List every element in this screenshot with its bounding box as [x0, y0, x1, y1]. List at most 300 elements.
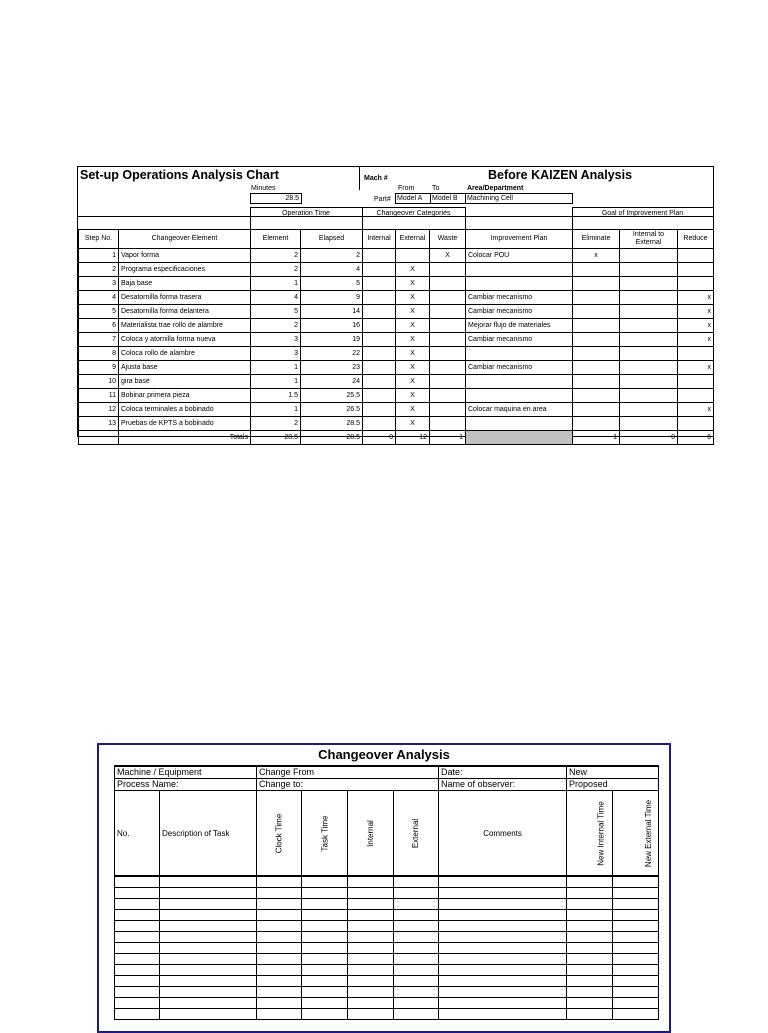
cell-reduce: [678, 277, 714, 291]
blank-cell[interactable]: [302, 987, 348, 998]
total-elapsed: 28.5: [301, 431, 363, 445]
col-task-time-cell: [302, 791, 348, 877]
cell-internal: [363, 375, 396, 389]
cell-reduce: [678, 417, 714, 431]
col-new-internal-time: New Internal Time: [596, 800, 606, 866]
cell-time: 2: [251, 249, 301, 263]
machine-equipment-label: Machine / Equipment: [115, 766, 257, 779]
blank-cell[interactable]: [115, 987, 160, 998]
blank-cell[interactable]: [160, 976, 257, 987]
cell-external: X: [396, 361, 430, 375]
cell-internal: [363, 319, 396, 333]
blank-cell[interactable]: [160, 899, 257, 910]
blank-cell[interactable]: [115, 921, 160, 932]
blank-cell[interactable]: [613, 998, 659, 1009]
cell-eliminate: [573, 263, 620, 277]
cell-reduce: x: [678, 361, 714, 375]
total-eliminate: 1: [573, 431, 620, 445]
cell-reduce: [678, 347, 714, 361]
blank-cell[interactable]: [567, 932, 613, 943]
totals-row: [79, 431, 714, 445]
cell-waste: [430, 263, 466, 277]
blank-cell[interactable]: [302, 943, 348, 954]
cell-eliminate: [573, 333, 620, 347]
cell-plan: [466, 263, 573, 277]
blank-cell[interactable]: [348, 876, 394, 888]
cell-elapsed: 5: [301, 277, 363, 291]
cell-eliminate: [573, 347, 620, 361]
blank-cell[interactable]: [348, 910, 394, 921]
table-row: [79, 291, 714, 305]
blank-cell[interactable]: [257, 965, 302, 976]
blank-cell[interactable]: [348, 954, 394, 965]
blank-cell[interactable]: [613, 954, 659, 965]
blank-cell[interactable]: [302, 976, 348, 987]
cell-reduce: [678, 249, 714, 263]
blank-cell[interactable]: [613, 876, 659, 888]
cell-element: Desatornilla forma delantera: [119, 305, 251, 319]
cell-internal: [363, 333, 396, 347]
cell-step: 6: [79, 319, 119, 333]
chart-subtitle: Before KAIZEN Analysis: [488, 168, 633, 182]
cell-internal: [363, 249, 396, 263]
blank-cell[interactable]: [302, 899, 348, 910]
cell-int-to-ext: [620, 403, 678, 417]
blank-cell[interactable]: [439, 954, 567, 965]
cell-eliminate: x: [573, 249, 620, 263]
blank-row: [115, 987, 659, 998]
table-row: [79, 403, 714, 417]
column-header-row: [115, 791, 659, 877]
cell-waste: [430, 319, 466, 333]
group-goal: Goal of Improvement Plan: [601, 210, 684, 217]
cell-external: X: [396, 291, 430, 305]
blank-cell[interactable]: [348, 921, 394, 932]
blank-row: [115, 932, 659, 943]
setup-operations-analysis-chart: [77, 166, 714, 441]
change-to-label: Change to:: [257, 779, 439, 791]
cell-plan: Cambiar mecanismo: [466, 361, 573, 375]
blank-cell[interactable]: [567, 888, 613, 899]
col-comments: Comments: [439, 791, 567, 877]
blank-cell[interactable]: [439, 888, 567, 899]
blank-cell[interactable]: [302, 932, 348, 943]
cell-external: [396, 249, 430, 263]
col-description: Description of Task: [160, 791, 257, 877]
col-clock-time-cell: [257, 791, 302, 877]
cell-plan: [466, 389, 573, 403]
cell-reduce: x: [678, 333, 714, 347]
cell-plan: Cambiar mecanismo: [466, 333, 573, 347]
total-waste: 1: [430, 431, 466, 445]
blank-cell[interactable]: [257, 998, 302, 1009]
total-time: 28.5: [251, 431, 301, 445]
blank-cell[interactable]: [160, 965, 257, 976]
cell-waste: [430, 417, 466, 431]
blank-cell[interactable]: [439, 998, 567, 1009]
blank-cell[interactable]: [439, 987, 567, 998]
cell-step: 3: [79, 277, 119, 291]
blank-row: [115, 888, 659, 899]
blank-cell[interactable]: [394, 899, 439, 910]
cell-internal: [363, 347, 396, 361]
col-waste: Waste: [430, 230, 466, 249]
table-row: [79, 389, 714, 403]
blank-cell[interactable]: [394, 976, 439, 987]
cell-waste: [430, 361, 466, 375]
cell-external: X: [396, 375, 430, 389]
blank-cell[interactable]: [348, 1009, 394, 1020]
cell-element: Vapor forma: [119, 249, 251, 263]
blank-cell[interactable]: [115, 1009, 160, 1020]
cell-element: Ajusta base: [119, 361, 251, 375]
col-external: External: [396, 230, 430, 249]
cell-plan: Cambiar mecanismo: [466, 291, 573, 305]
cell-reduce: [678, 263, 714, 277]
cell-int-to-ext: [620, 333, 678, 347]
cell-plan: [466, 347, 573, 361]
table-row: [79, 263, 714, 277]
group-changeover-categories: Changeover Categories: [376, 210, 451, 217]
cell-external: X: [396, 277, 430, 291]
blank-cell[interactable]: [257, 932, 302, 943]
group-rule-goal: [572, 207, 713, 208]
blank-cell[interactable]: [115, 932, 160, 943]
blank-cell[interactable]: [160, 987, 257, 998]
blank-cell[interactable]: [348, 899, 394, 910]
blank-cell[interactable]: [257, 954, 302, 965]
blank-cell[interactable]: [613, 976, 659, 987]
cell-internal: [363, 277, 396, 291]
cell-int-to-ext: [620, 305, 678, 319]
table-row: [79, 249, 714, 263]
cell-element: Bobinar primera pieza: [119, 389, 251, 403]
group-operation-time: Operation Time: [282, 210, 330, 217]
blank-cell[interactable]: [613, 932, 659, 943]
cell-plan: [466, 277, 573, 291]
blank-cell[interactable]: [257, 943, 302, 954]
blank-cell[interactable]: [160, 921, 257, 932]
blank-cell[interactable]: [302, 998, 348, 1009]
blank-cell[interactable]: [394, 943, 439, 954]
blank-cell[interactable]: [115, 899, 160, 910]
cell-elapsed: 14: [301, 305, 363, 319]
blank-cell[interactable]: [439, 899, 567, 910]
blank-cell[interactable]: [439, 932, 567, 943]
cell-reduce: [678, 375, 714, 389]
blank-cell[interactable]: [348, 888, 394, 899]
blank-row: [115, 899, 659, 910]
col-no: No.: [115, 791, 160, 877]
blank-cell[interactable]: [160, 932, 257, 943]
change-from-label: Change From: [257, 766, 439, 779]
cell-internal: [363, 291, 396, 305]
from-label: From: [398, 185, 415, 192]
blank-cell[interactable]: [115, 998, 160, 1009]
cell-int-to-ext: [620, 361, 678, 375]
cell-reduce: x: [678, 319, 714, 333]
cell-elapsed: 24: [301, 375, 363, 389]
blank-cell[interactable]: [439, 910, 567, 921]
col-new-external-cell: [613, 791, 659, 877]
blank-cell[interactable]: [439, 976, 567, 987]
blank-cell[interactable]: [115, 910, 160, 921]
col-internal: Internal: [363, 230, 396, 249]
cell-int-to-ext: [620, 319, 678, 333]
cell-time: 1: [251, 375, 301, 389]
blank-cell[interactable]: [439, 943, 567, 954]
col-improvement-plan: Improvement Plan: [466, 230, 573, 249]
col-external-cell: [394, 791, 439, 877]
blank-cell[interactable]: [115, 876, 160, 888]
cell-external: X: [396, 263, 430, 277]
blank-cell[interactable]: [394, 954, 439, 965]
cell-eliminate: [573, 375, 620, 389]
table-row: [79, 305, 714, 319]
blank-cell[interactable]: [257, 921, 302, 932]
cell-waste: [430, 403, 466, 417]
cell-element: Coloca rollo de alambre: [119, 347, 251, 361]
cell-eliminate: [573, 305, 620, 319]
blank-cell[interactable]: [394, 1009, 439, 1020]
blank-cell[interactable]: [613, 899, 659, 910]
divider: [359, 167, 360, 190]
cell-elapsed: 22: [301, 347, 363, 361]
blank-row: [115, 998, 659, 1009]
blank-cell[interactable]: [115, 965, 160, 976]
blank-row: [115, 1009, 659, 1020]
blank-cell[interactable]: [613, 910, 659, 921]
blank-cell[interactable]: [302, 910, 348, 921]
cell-elapsed: 19: [301, 333, 363, 347]
blank-cell[interactable]: [160, 876, 257, 888]
cell-elapsed: 28.5: [301, 417, 363, 431]
cell-external: X: [396, 417, 430, 431]
blank-cell[interactable]: [115, 954, 160, 965]
blank-cell[interactable]: [613, 888, 659, 899]
cell-internal: [363, 305, 396, 319]
total-label: Totals: [119, 431, 251, 445]
info-row: [115, 766, 659, 779]
blank-cell[interactable]: [567, 921, 613, 932]
blank-cell[interactable]: [302, 954, 348, 965]
cell-elapsed: 23: [301, 361, 363, 375]
blank-cell[interactable]: [348, 976, 394, 987]
table-row: [79, 417, 714, 431]
blank-cell[interactable]: [394, 932, 439, 943]
blank-cell[interactable]: [394, 998, 439, 1009]
cell-element: Pruebas de KPTS a bobinado: [119, 417, 251, 431]
cell-external: X: [396, 389, 430, 403]
blank-cell[interactable]: [257, 888, 302, 899]
blank-cell[interactable]: [160, 1009, 257, 1020]
cell-plan: Mejorar flujo de materiales: [466, 319, 573, 333]
col-element-time: Element: [251, 230, 301, 249]
blank-cell[interactable]: [394, 921, 439, 932]
blank-cell[interactable]: [567, 954, 613, 965]
col-external: External: [411, 818, 421, 848]
col-reduce: Reduce: [678, 230, 714, 249]
cell-time: 5: [251, 305, 301, 319]
blank-cell[interactable]: [115, 976, 160, 987]
area-value: Machining Cell: [465, 193, 573, 204]
chart-title: Set-up Operations Analysis Chart: [80, 168, 279, 182]
cell-step: 11: [79, 389, 119, 403]
blank-row: [115, 976, 659, 987]
blank-cell[interactable]: [394, 888, 439, 899]
cell-elapsed: 16: [301, 319, 363, 333]
cell-element: Materialista trae rollo de alambre: [119, 319, 251, 333]
cell-internal: [363, 403, 396, 417]
blank-cell[interactable]: [439, 965, 567, 976]
blank-cell[interactable]: [348, 943, 394, 954]
blank-cell[interactable]: [613, 1009, 659, 1020]
col-new-internal-cell: [567, 791, 613, 877]
blank-cell[interactable]: [160, 998, 257, 1009]
total-internal: 0: [363, 431, 396, 445]
blank-cell[interactable]: [394, 965, 439, 976]
blank-cell[interactable]: [567, 910, 613, 921]
cell-int-to-ext: [620, 389, 678, 403]
cell-step: 8: [79, 347, 119, 361]
cell-elapsed: 25.5: [301, 389, 363, 403]
blank-cell[interactable]: [160, 888, 257, 899]
blank-cell[interactable]: [567, 998, 613, 1009]
blank-cell[interactable]: [257, 899, 302, 910]
blank-cell[interactable]: [160, 910, 257, 921]
blank-cell[interactable]: [613, 921, 659, 932]
cell-plan: [466, 375, 573, 389]
cell-internal: [363, 417, 396, 431]
cell-int-to-ext: [620, 263, 678, 277]
blank-cell[interactable]: [257, 876, 302, 888]
cell-time: 1: [251, 361, 301, 375]
blank-cell[interactable]: [567, 976, 613, 987]
cell-time: 1: [251, 277, 301, 291]
blank-cell[interactable]: [394, 987, 439, 998]
blank-row: [115, 876, 659, 888]
blank-cell[interactable]: [302, 1009, 348, 1020]
blank-cell[interactable]: [160, 954, 257, 965]
cell-waste: [430, 291, 466, 305]
blank-cell[interactable]: [613, 987, 659, 998]
blank-cell[interactable]: [115, 943, 160, 954]
blank-cell[interactable]: [439, 1009, 567, 1020]
cell-internal: [363, 263, 396, 277]
cell-step: 2: [79, 263, 119, 277]
blank-row: [115, 954, 659, 965]
blank-cell[interactable]: [439, 876, 567, 888]
blank-cell[interactable]: [394, 910, 439, 921]
cell-plan: Colocar POU: [466, 249, 573, 263]
cell-elapsed: 9: [301, 291, 363, 305]
date-label: Date:: [439, 766, 567, 779]
col-internal-to-external: Internal to External: [620, 230, 678, 249]
cell-waste: [430, 375, 466, 389]
cell-int-to-ext: [620, 417, 678, 431]
cell-int-to-ext: [620, 249, 678, 263]
blank-cell[interactable]: [257, 976, 302, 987]
part-label: Part#: [374, 196, 391, 203]
cell-waste: [430, 389, 466, 403]
blank-cell[interactable]: [348, 998, 394, 1009]
col-elapsed: Elapsed: [301, 230, 363, 249]
info-row: [115, 779, 659, 791]
blank-cell[interactable]: [567, 899, 613, 910]
divider: [465, 207, 466, 229]
cell-external: X: [396, 403, 430, 417]
blank-cell[interactable]: [394, 876, 439, 888]
cell-step: 7: [79, 333, 119, 347]
blank-row: [115, 943, 659, 954]
cell-step: 5: [79, 305, 119, 319]
cell-external: X: [396, 333, 430, 347]
cell-step: 13: [79, 417, 119, 431]
cell-plan: [466, 417, 573, 431]
blank-cell[interactable]: [567, 876, 613, 888]
changeover-form-table: [114, 765, 659, 1020]
blank-cell[interactable]: [348, 965, 394, 976]
total-int-to-ext: 0: [620, 431, 678, 445]
area-label: Area/Department: [467, 185, 524, 192]
table-header-row: [79, 230, 714, 249]
cell-int-to-ext: [620, 375, 678, 389]
cell-eliminate: [573, 403, 620, 417]
cell-waste: [430, 347, 466, 361]
blank-cell[interactable]: [567, 1009, 613, 1020]
cell-int-to-ext: [620, 291, 678, 305]
blank-cell[interactable]: [613, 943, 659, 954]
cell-time: 3: [251, 347, 301, 361]
blank-cell[interactable]: [613, 965, 659, 976]
blank-cell[interactable]: [348, 932, 394, 943]
mach-label: Mach #: [364, 175, 388, 182]
blank-cell[interactable]: [257, 910, 302, 921]
blank-cell[interactable]: [302, 965, 348, 976]
total-empty: [79, 431, 119, 445]
minutes-label: Minutes: [251, 185, 276, 192]
observer-label: Name of observer:: [439, 779, 567, 791]
changeover-analysis-form: [97, 743, 671, 1033]
blank-cell[interactable]: [567, 943, 613, 954]
blank-cell[interactable]: [257, 987, 302, 998]
blank-cell[interactable]: [257, 1009, 302, 1020]
total-external: 12: [396, 431, 430, 445]
cell-eliminate: [573, 417, 620, 431]
blank-cell[interactable]: [439, 921, 567, 932]
blank-cell[interactable]: [567, 965, 613, 976]
cell-reduce: x: [678, 305, 714, 319]
blank-cell[interactable]: [302, 876, 348, 888]
cell-time: 2: [251, 319, 301, 333]
blank-cell[interactable]: [302, 921, 348, 932]
table-row: [79, 361, 714, 375]
cell-waste: [430, 333, 466, 347]
cell-step: 10: [79, 375, 119, 389]
blank-cell[interactable]: [348, 987, 394, 998]
col-internal-cell: [348, 791, 394, 877]
blank-row: [115, 965, 659, 976]
cell-time: 1: [251, 403, 301, 417]
form-title: Changeover Analysis: [318, 747, 450, 762]
blank-cell[interactable]: [115, 888, 160, 899]
blank-cell[interactable]: [160, 943, 257, 954]
cell-time: 2: [251, 417, 301, 431]
col-step: Step No.: [79, 230, 119, 249]
new-label: New: [567, 766, 659, 779]
blank-cell[interactable]: [302, 888, 348, 899]
blank-cell[interactable]: [567, 987, 613, 998]
